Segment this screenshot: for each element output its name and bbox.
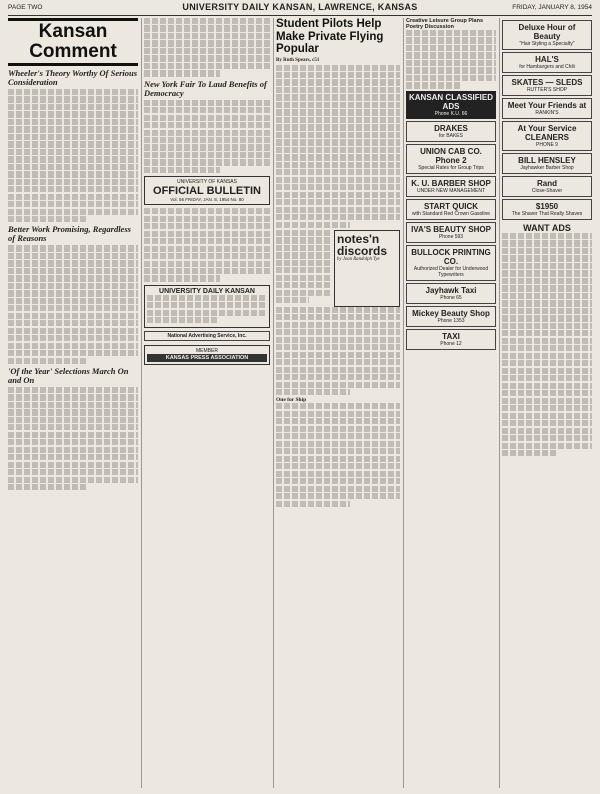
text-line: [276, 493, 400, 499]
text-line: [502, 375, 592, 381]
text-line: [144, 261, 270, 267]
text-line: [502, 413, 592, 419]
text-line: [276, 382, 400, 388]
display-ad-1: HAL'S for Hamburgers and Chili: [502, 52, 592, 73]
text-line: [8, 119, 138, 125]
classified-ad-7: Mickey Beauty Shop Phone 1353: [406, 306, 496, 327]
text-line: [502, 300, 592, 306]
text-line: [406, 75, 496, 81]
text-line: [276, 367, 400, 373]
want-ads-head: WANT ADS: [523, 223, 571, 233]
creative-leisure-head: Creative Leisure Group Plans Poetry Discussion: [406, 18, 484, 30]
text-line: [8, 335, 138, 341]
text-line: [502, 428, 592, 434]
text-line: [502, 278, 592, 284]
kansan-comment-title: Kansan Comment: [29, 21, 117, 62]
text-line: [276, 72, 400, 78]
text-line: [8, 134, 138, 140]
text-line: [276, 290, 331, 296]
text-line: [406, 37, 496, 43]
text-line: [144, 216, 270, 222]
text-line: [276, 147, 400, 153]
text-line: [276, 162, 400, 168]
text-line: [276, 344, 400, 350]
text-line: [276, 267, 331, 273]
text-line: [406, 52, 496, 58]
text-line: [8, 313, 138, 319]
text-line: [276, 426, 400, 432]
text-line: [8, 126, 138, 132]
text-line: [8, 394, 138, 400]
ad-service: National Advertising Service, Inc.: [144, 331, 270, 341]
display-ad-6: Rand Close-Shaver: [502, 176, 592, 197]
text-line: [276, 260, 331, 266]
text-line: [276, 207, 400, 213]
text-line: [147, 317, 219, 323]
text-line: [276, 192, 400, 198]
text-line: [502, 398, 592, 404]
text-line: [502, 308, 592, 314]
text-line: [8, 305, 138, 311]
text-line: [8, 245, 138, 251]
text-line: [276, 337, 400, 343]
text-line: [502, 405, 592, 411]
text-line: [406, 82, 460, 88]
text-line: [147, 302, 267, 308]
text-line: [144, 268, 270, 274]
text-line: [276, 117, 400, 123]
text-line: [8, 201, 138, 207]
notes-discords-box: notes'n discords by Joan Randolph Tye: [334, 230, 400, 307]
text-line: [276, 214, 400, 220]
text-line: [276, 282, 331, 288]
column-ads: [502, 18, 592, 788]
text-line: [8, 447, 138, 453]
press-association-logo: MEMBER KANSAS PRESS ASSOCIATION: [144, 345, 270, 365]
text-line: [144, 18, 270, 24]
text-line: [276, 222, 350, 228]
classified-ad-6: Jayhawk Taxi Phone 65: [406, 283, 496, 304]
text-line: [276, 87, 400, 93]
text-line: [276, 109, 400, 115]
text-line: [276, 65, 400, 71]
text-line: [8, 260, 138, 266]
text-line: [8, 164, 138, 170]
text-line: [276, 501, 350, 507]
text-line: [144, 40, 270, 46]
column-feature: Student Pilots Help Make Private Flying Popular By Ruth Spears, c51 notes'n discords by Joan Randolph Tye One for Ship: [276, 18, 400, 788]
text-line: [276, 456, 400, 462]
text-line: [144, 246, 270, 252]
text-line: [502, 435, 592, 441]
text-line: [144, 33, 270, 39]
text-line: [144, 70, 220, 76]
text-line: [8, 462, 138, 468]
feature-byline: By Ruth Spears, c51: [276, 57, 320, 63]
text-line: [144, 275, 220, 281]
text-line: [502, 360, 592, 366]
page-number: PAGE TWO: [8, 4, 43, 11]
display-ad-0: Deluxe Hour of Beauty "Hair Styling a Specialty": [502, 20, 592, 50]
text-line: [502, 233, 592, 239]
column-editorial: [8, 18, 138, 788]
text-line: [8, 89, 138, 95]
text-line: [144, 130, 270, 136]
classified-ad-5: BULLOCK PRINTING CO. Authorized Dealer for Underwood Typewriters: [406, 245, 496, 281]
text-line: [276, 230, 331, 236]
staff-box: [144, 285, 270, 329]
official-bulletin: UNIVERSITY OF KANSAS OFFICIAL BULLETIN Vol. 56 FRIDAY, JAN. 8, 1954 No. 80: [144, 176, 270, 205]
text-line: [8, 268, 138, 274]
text-line: [502, 420, 592, 426]
text-line: [276, 486, 400, 492]
text-line: [276, 352, 400, 358]
text-line: [8, 283, 138, 289]
text-line: [502, 353, 592, 359]
text-line: [406, 45, 496, 51]
text-line: [8, 96, 138, 102]
text-line: [276, 139, 400, 145]
text-line: [144, 159, 270, 165]
text-line: [276, 154, 400, 160]
text-line: [147, 310, 267, 316]
text-line: [406, 67, 496, 73]
text-line: [502, 345, 592, 351]
text-line: [276, 478, 400, 484]
text-line: [144, 208, 270, 214]
text-line: [502, 285, 592, 291]
text-line: [502, 450, 556, 456]
text-line: [502, 248, 592, 254]
display-ad-4: At Your Service CLEANERS PHONE 9: [502, 121, 592, 151]
text-line: [144, 100, 270, 106]
column-classified: [406, 18, 496, 788]
text-line: [8, 402, 138, 408]
text-line: [144, 223, 270, 229]
text-line: [144, 137, 270, 143]
text-line: [276, 132, 400, 138]
editorial-body-2: [8, 245, 138, 363]
text-line: [276, 275, 331, 281]
masthead: [8, 2, 592, 14]
text-line: [8, 194, 138, 200]
text-line: [8, 216, 86, 222]
text-line: [276, 297, 309, 303]
text-line: [502, 255, 592, 261]
text-line: [144, 231, 270, 237]
text-line: [502, 240, 592, 246]
text-line: [8, 454, 138, 460]
text-line: [276, 329, 400, 335]
text-line: [502, 338, 592, 344]
text-line: [276, 124, 400, 130]
text-line: [502, 368, 592, 374]
text-line: [8, 343, 138, 349]
text-line: [144, 144, 270, 150]
text-line: [8, 253, 138, 259]
text-line: [8, 484, 86, 490]
classified-ad-4: IVA'S BEAUTY SHOP Phone 593: [406, 222, 496, 243]
classified-ad-0: DRAKES for BAKES: [406, 121, 496, 142]
classified-ad-8: TAXI Phone 12: [406, 329, 496, 350]
text-line: [8, 290, 138, 296]
editorial-body-1: [8, 89, 138, 222]
masthead-title: UNIVERSITY DAILY KANSAN, LAWRENCE, KANSAS: [182, 2, 418, 12]
text-line: [8, 111, 138, 117]
text-line: [276, 184, 400, 190]
text-line: [276, 433, 400, 439]
text-line: [8, 141, 138, 147]
staff-box-title: UNIVERSITY DAILY KANSAN: [159, 287, 255, 295]
text-line: [144, 115, 270, 121]
issue-date: FRIDAY, JANUARY 8, 1954: [512, 4, 592, 11]
text-line: [144, 63, 270, 69]
text-line: [8, 387, 138, 393]
text-line: [276, 94, 400, 100]
text-line: [8, 358, 86, 364]
text-line: [276, 374, 400, 380]
text-line: [276, 102, 400, 108]
text-line: [276, 403, 400, 409]
text-line: [8, 171, 138, 177]
text-line: [276, 314, 400, 320]
text-line: [144, 25, 270, 31]
text-line: [144, 122, 270, 128]
text-line: [147, 295, 267, 301]
text-line: [502, 390, 592, 396]
editorial-head-2: Better Work Promising, Regardless of Reasons: [8, 224, 131, 244]
text-line: [144, 48, 270, 54]
text-line: [144, 238, 270, 244]
text-line: [8, 439, 138, 445]
text-line: [8, 424, 138, 430]
text-line: [8, 298, 138, 304]
text-line: [8, 432, 138, 438]
display-ad-2: SKATES — SLEDS RUTTER'S SHOP: [502, 75, 592, 96]
text-line: [406, 60, 496, 66]
display-ad-3: Meet Your Friends at RANKIN'S: [502, 98, 592, 119]
text-line: [502, 293, 592, 299]
text-line: [276, 448, 400, 454]
text-line: [276, 411, 400, 417]
text-line: [8, 149, 138, 155]
editorial-head-1: Wheeler's Theory Worthy Of Serious Consideration: [8, 68, 138, 87]
text-line: [276, 252, 331, 258]
text-line: [8, 275, 138, 281]
text-line: [276, 169, 400, 175]
text-line: [8, 209, 138, 215]
bulletin-title: OFFICIAL BULLETIN: [153, 185, 261, 198]
text-line: [144, 107, 270, 113]
text-line: [144, 167, 220, 173]
text-line: [502, 270, 592, 276]
text-line: [8, 477, 138, 483]
editorial-body-3: [8, 387, 138, 490]
text-line: [8, 104, 138, 110]
classified-ad-3: START QUICK with Standard Red Crown Gasoline: [406, 199, 496, 220]
text-line: [276, 471, 400, 477]
column-bulletin: [144, 18, 270, 788]
text-line: [276, 307, 400, 313]
text-line: [502, 263, 592, 269]
text-line: [276, 322, 400, 328]
text-line: [8, 179, 138, 185]
text-line: [276, 245, 331, 251]
display-ad-7: $1950 The Shaver That Really Shaves: [502, 199, 592, 220]
classified-ad-2: K. U. BARBER SHOP UNDER NEW MANAGEMENT: [406, 176, 496, 197]
classified-header: KANSAN CLASSIFIED ADS Phone K.U. 66: [406, 91, 496, 119]
classified-ad-1: UNION CAB CO. Phone 2 Special Rates for Group Trips: [406, 144, 496, 174]
text-line: [8, 350, 138, 356]
text-line: [8, 156, 138, 162]
text-line: [144, 152, 270, 158]
text-line: [276, 463, 400, 469]
editorial-head-3: 'Of the Year' Selections March On and On: [8, 365, 129, 385]
text-line: [502, 383, 592, 389]
text-line: [276, 79, 400, 85]
text-line: [8, 186, 138, 192]
newyork-head: New York Fair To Laud Benefits of Democracy: [144, 78, 267, 98]
text-line: [502, 323, 592, 329]
text-line: [8, 320, 138, 326]
text-line: [276, 389, 350, 395]
text-line: [276, 359, 400, 365]
text-line: [8, 409, 138, 415]
text-line: [406, 30, 496, 36]
text-line: [276, 237, 331, 243]
text-line: [502, 443, 592, 449]
display-ad-5: BILL HENSLEY Jayhawker Barber Shop: [502, 153, 592, 174]
text-line: [502, 330, 592, 336]
text-line: [144, 253, 270, 259]
text-line: [144, 55, 270, 61]
text-line: [502, 315, 592, 321]
text-line: [276, 441, 400, 447]
text-line: [8, 417, 138, 423]
text-line: [8, 328, 138, 334]
notes-discords-title: notes'n discords: [337, 231, 388, 258]
text-line: [276, 418, 400, 424]
text-line: [8, 469, 138, 475]
text-line: [276, 199, 400, 205]
text-line: [276, 177, 400, 183]
feature-headline: Student Pilots Help Make Private Flying Popular: [276, 18, 384, 55]
